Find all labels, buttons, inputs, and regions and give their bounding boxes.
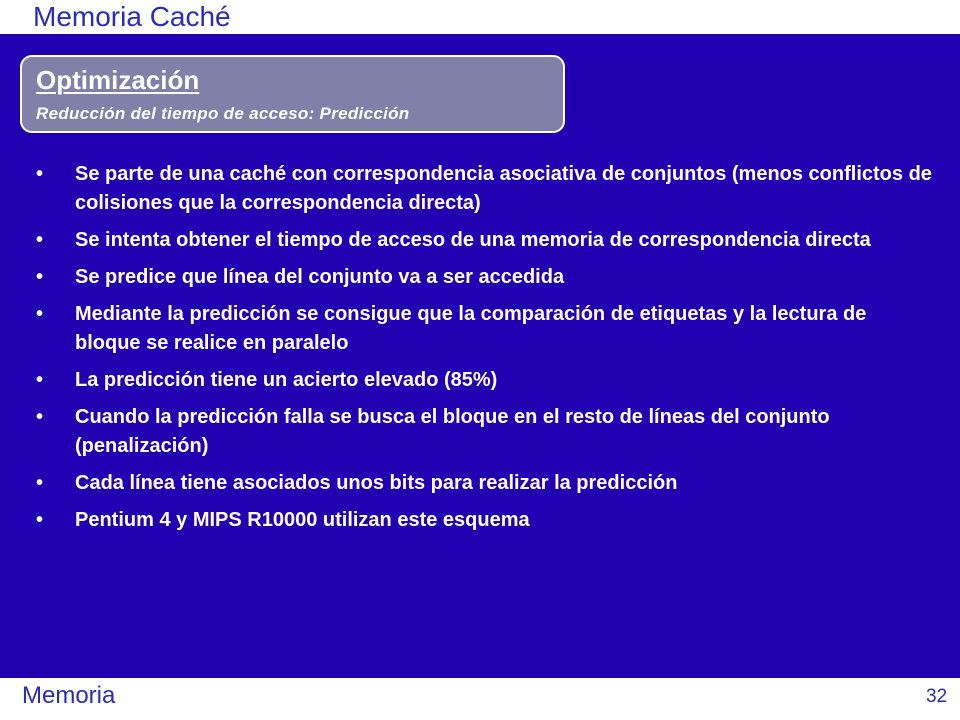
bullet-text: Se intenta obtener el tiempo de acceso de una memoria de correspondencia directa: [75, 229, 871, 251]
bullet-list: [36, 160, 936, 543]
bullet-dot-icon: •: [36, 266, 44, 288]
bullet-dot-icon: •: [36, 472, 44, 494]
bullet-item: [36, 226, 936, 255]
section-subtitle: Reducción del tiempo de acceso: Predicción: [36, 104, 410, 123]
slide-body: [0, 34, 960, 678]
bullet-dot-icon: •: [36, 303, 44, 325]
section-header-box: [20, 55, 565, 133]
page-number: 32: [926, 686, 948, 707]
bullet-dot-icon: •: [36, 509, 44, 531]
bullet-text: Se predice que línea del conjunto va a ser accedida: [75, 266, 565, 288]
bullet-item: [36, 469, 936, 498]
bullet-text: Cada línea tiene asociados unos bits para realizar la predicción: [75, 472, 678, 494]
bullet-dot-icon: •: [36, 406, 44, 428]
bullet-item: [36, 366, 936, 395]
bullet-dot-icon: •: [36, 369, 44, 391]
bullet-text: Cuando la predicción falla se busca el bloque en el resto de líneas del conjunto (penalización): [75, 406, 830, 457]
bullet-text: Mediante la predicción se consigue que la comparación de etiquetas y la lectura de bloque se realice en paralelo: [75, 303, 867, 354]
bullet-text: Se parte de una caché con correspondencia asociativa de conjuntos (menos conflictos de colisiones que la correspondencia directa): [75, 163, 932, 214]
bullet-item: [36, 403, 936, 461]
bullet-item: [36, 263, 936, 292]
bullet-item: [36, 300, 936, 358]
bullet-item: [36, 506, 936, 535]
bullet-dot-icon: •: [36, 163, 44, 185]
bullet-item: [36, 160, 936, 218]
bullet-dot-icon: •: [36, 229, 44, 251]
bullet-text: La predicción tiene un acierto elevado (85%): [75, 369, 498, 391]
footer-label: Memoria: [22, 682, 116, 709]
section-title: Optimización: [36, 65, 200, 95]
slide-title: Memoria Caché: [33, 1, 231, 32]
bullet-text: Pentium 4 y MIPS R10000 utilizan este esquema: [75, 509, 530, 531]
